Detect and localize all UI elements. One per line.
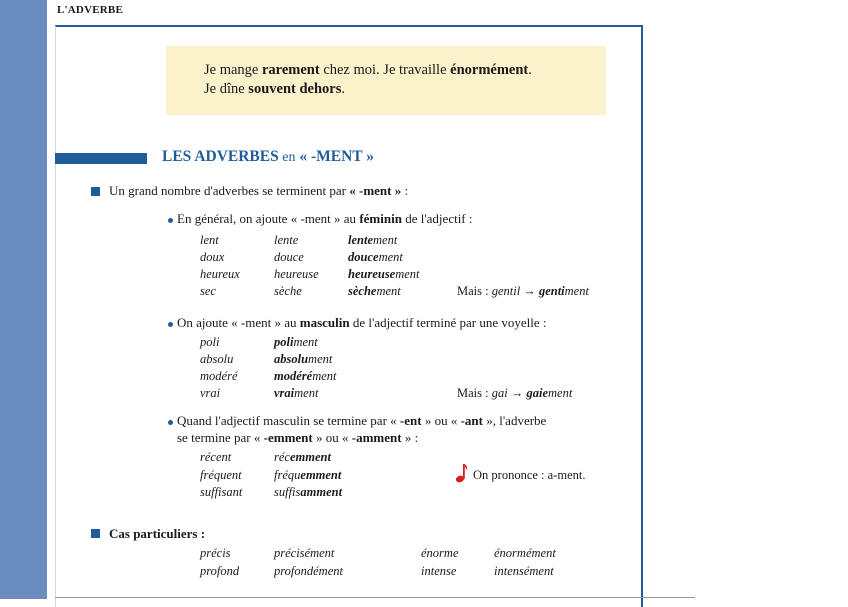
rule2-adjective: modéré (200, 369, 238, 383)
section-title: LES ADVERBES en « -MENT » (162, 148, 374, 165)
cas-title: Cas particuliers : (109, 526, 206, 541)
rule1-adverb: sèchement (348, 284, 401, 298)
section-marker-bar (55, 153, 147, 164)
rule1-exception: Mais : gentil → gentiment (457, 284, 589, 298)
rule2-adverb: poliment (274, 335, 318, 349)
rule2-adverb: absolument (274, 352, 333, 366)
rule1-adj-masc: heureux (200, 267, 240, 281)
example-line-2: Je dîne souvent dehors. (204, 81, 345, 97)
rule1-adj-fem: heureuse (274, 267, 319, 281)
cas-square-bullet-icon (91, 529, 100, 538)
rule1-adj-fem: lente (274, 233, 299, 247)
cas-adverb: profondément (274, 564, 343, 578)
rule3-adjective: fréquent (200, 468, 242, 482)
cas-adverb: intensément (494, 564, 554, 578)
rule1-adj-masc: sec (200, 284, 216, 298)
rule1-adj-fem: sèche (274, 284, 302, 298)
rule2-adjective: absolu (200, 352, 234, 366)
rule3-adjective: récent (200, 450, 232, 464)
page-sidebar-band (0, 0, 47, 599)
rule3-adjective: suffisant (200, 485, 243, 499)
cas-adverb: précisément (274, 546, 335, 560)
rule3-text-line-1: Quand l'adjectif masculin se termine par « -ent » ou « -ant », l'adverbe (177, 413, 547, 428)
rule1-adverb: heureusement (348, 267, 420, 281)
chapter-label: L'ADVERBE (57, 4, 123, 16)
intro-square-bullet-icon (91, 187, 100, 196)
cas-adjective: énorme (421, 546, 459, 560)
rule1-text: En général, on ajoute « -ment » au féminin de l'adjectif : (177, 211, 473, 226)
example-line-1: Je mange rarement chez moi. Je travaille énormément. (204, 62, 532, 78)
rule3-adverb: fréquemment (274, 468, 342, 482)
rule3-adverb: récemment (274, 450, 331, 464)
rule2-bullet-icon (168, 322, 173, 327)
rule1-bullet-icon (168, 218, 173, 223)
rule1-adverb: doucement (348, 250, 403, 264)
rule2-text: On ajoute « -ment » au masculin de l'adjectif terminé par une voyelle : (177, 315, 547, 330)
example-box (166, 46, 606, 115)
rule1-adj-masc: lent (200, 233, 219, 247)
pronunciation-note: On prononce : a-ment. (473, 468, 586, 482)
rule2-adjective: vrai (200, 386, 221, 400)
rule1-adj-fem: douce (274, 250, 304, 264)
cas-adverb: énormément (494, 546, 556, 560)
page-bottom-rule (55, 597, 695, 598)
rule3-adverb: suffisamment (274, 485, 343, 499)
music-note-icon (455, 463, 469, 483)
rule1-adj-masc: doux (200, 250, 225, 264)
cas-adjective: précis (200, 546, 231, 560)
rule2-adverb: vraiment (274, 386, 319, 400)
rule2-adjective: poli (200, 335, 220, 349)
rule2-exception: Mais : gai → gaiement (457, 386, 573, 400)
rule3-bullet-icon (168, 420, 173, 425)
rule1-adverb: lentement (348, 233, 398, 247)
cas-adjective: profond (200, 564, 240, 578)
cas-adjective: intense (421, 564, 457, 578)
rule2-adverb: modérément (274, 369, 337, 383)
intro-text: Un grand nombre d'adverbes se terminent par « -ment » : (109, 183, 409, 198)
rule3-text-line-2: se termine par « -emment » ou « -amment » : (177, 430, 419, 445)
